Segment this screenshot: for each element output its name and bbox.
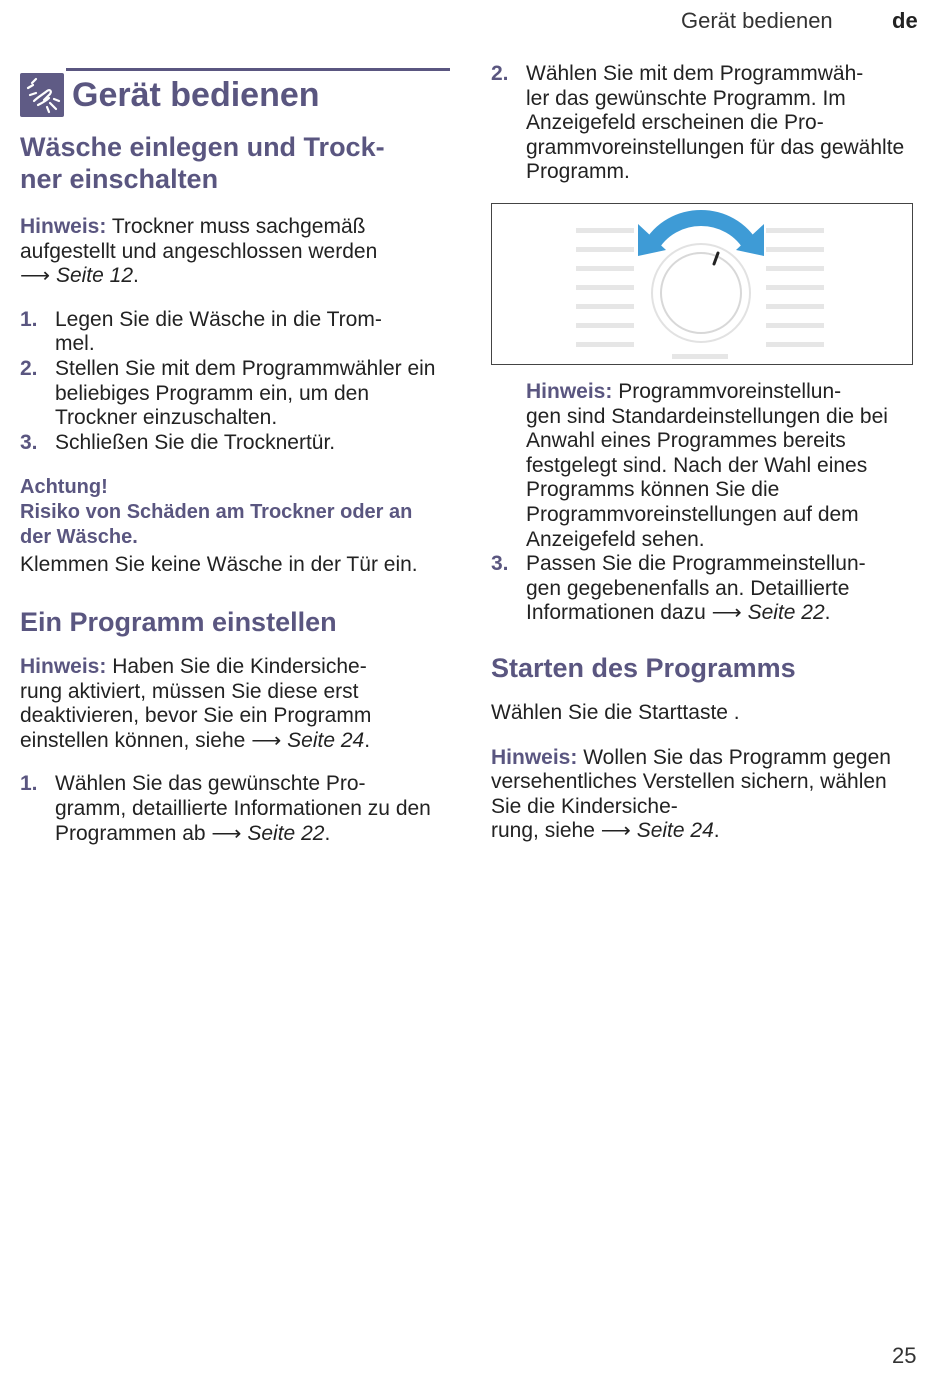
period: . [824,601,831,625]
step-number: 2. [491,62,509,85]
page-number: 25 [892,1343,917,1368]
left-column [20,68,450,846]
step-text: Stellen Sie mit dem Programmwähler ein beliebiges Programm ein, um den Trockner einzuschalten. [55,356,436,430]
step-text: Wählen Sie mit dem Programmwäh- ler das gewünschte Programm. Im Anzeigefeld erscheinen die Pro- grammvoreinstellungen für das gewählte Programm. [526,62,905,184]
list-item [20,308,450,357]
page-reference-link[interactable]: Seite 12 [55,264,134,288]
caution-title: Achtung! [20,476,108,499]
note-installation [20,215,450,289]
note-text: Wollen Sie das Programm gegen versehentliches Verstellen sichern, wählen Sie die Kindersiche- rung, siehe [491,745,891,843]
subsection-title-load-laundry: Wäsche einlegen und Trock- ner einschalten [20,132,385,194]
steps-list-load [20,308,450,456]
step-text-body: Wählen Sie das gewünschte Pro- gramm, detaillierte Informationen zu den Programmen ab [55,772,431,845]
note-presets [526,380,916,552]
caution-block [20,475,450,578]
note-child-lock-start [491,746,891,844]
note-label: Hinweis: [491,745,578,769]
step-text: Schließen Sie die Trocknertür. [55,430,336,454]
period: . [364,728,371,752]
list-item [491,552,921,626]
steps-list-adjust [491,552,921,626]
program-dial-illustration [492,204,911,363]
note-text: Programmvoreinstellun- gen sind Standardeinstellungen die bei Anwahl eines Programmes bereits festgelegt sind. Nach der Wahl eines Programms können Sie die Programmvoreinstellungen auf dem Anzeigefeld sehen. [526,379,888,551]
page-reference-link[interactable]: Seite 22 [247,821,325,845]
arrow-icon: ⟶ [600,819,631,843]
caution-text: Klemmen Sie keine Wäsche in der Tür ein. [20,553,418,577]
period: . [324,821,331,845]
hand-dial-icon [20,73,64,117]
list-item [491,62,921,185]
note-child-lock [20,655,430,753]
page-reference-link[interactable]: Seite 22 [747,601,825,625]
page-reference-link[interactable]: Seite 24 [287,728,365,752]
page-reference-link[interactable]: Seite 24 [636,819,714,843]
step-number: 1. [20,307,38,331]
period: . [133,264,139,288]
caution-subtitle: Risiko von Schäden am Trockner oder an der Wäsche. [20,501,413,549]
note-text: Haben Sie die Kindersiche- rung aktiviert, müssen Sie diese erst deaktivieren, bevor Sie ein Programm einstellen können, siehe [20,654,372,752]
right-column [491,62,921,844]
start-instruction: Wählen Sie die Starttaste . [491,700,740,724]
note-label: Hinweis: [526,379,613,403]
running-header-title: Gerät bedienen [681,8,833,33]
arrow-icon: ⟶ [20,264,51,288]
list-item [20,431,450,456]
note-label: Hinweis: [20,654,107,678]
arrow-icon: ⟶ [251,728,282,752]
step-number: 3. [491,552,509,576]
note-label: Hinweis: [20,215,107,238]
section-title: Gerät bedienen [72,76,320,114]
subsection-title-start-program: Starten des Programms [491,652,796,683]
arrow-icon: ⟶ [711,601,742,625]
language-code: de [892,8,918,33]
steps-list-program [20,772,450,846]
subsection-title-set-program: Ein Programm einstellen [20,606,337,637]
section-heading [20,73,450,117]
period: . [713,819,720,843]
step-number: 3. [20,430,38,454]
list-item [20,357,450,431]
arrow-icon: ⟶ [211,821,242,845]
steps-list-select [491,62,921,185]
step-number: 2. [20,356,38,380]
step-text: Legen Sie die Wäsche in die Trom- mel. [55,307,382,356]
note-text: Trockner muss sachgemäß aufgestellt und angeschlossen werden [20,215,378,263]
program-selector-figure [491,203,913,365]
step-text [526,552,921,626]
step-text [55,772,445,846]
section-rule [66,68,450,71]
step-number: 1. [20,772,38,796]
step-text-body: Passen Sie die Programmeinstellun- gen gegebenenfalls an. Detaillierte Informationen dazu [526,552,866,625]
list-item [20,772,450,846]
